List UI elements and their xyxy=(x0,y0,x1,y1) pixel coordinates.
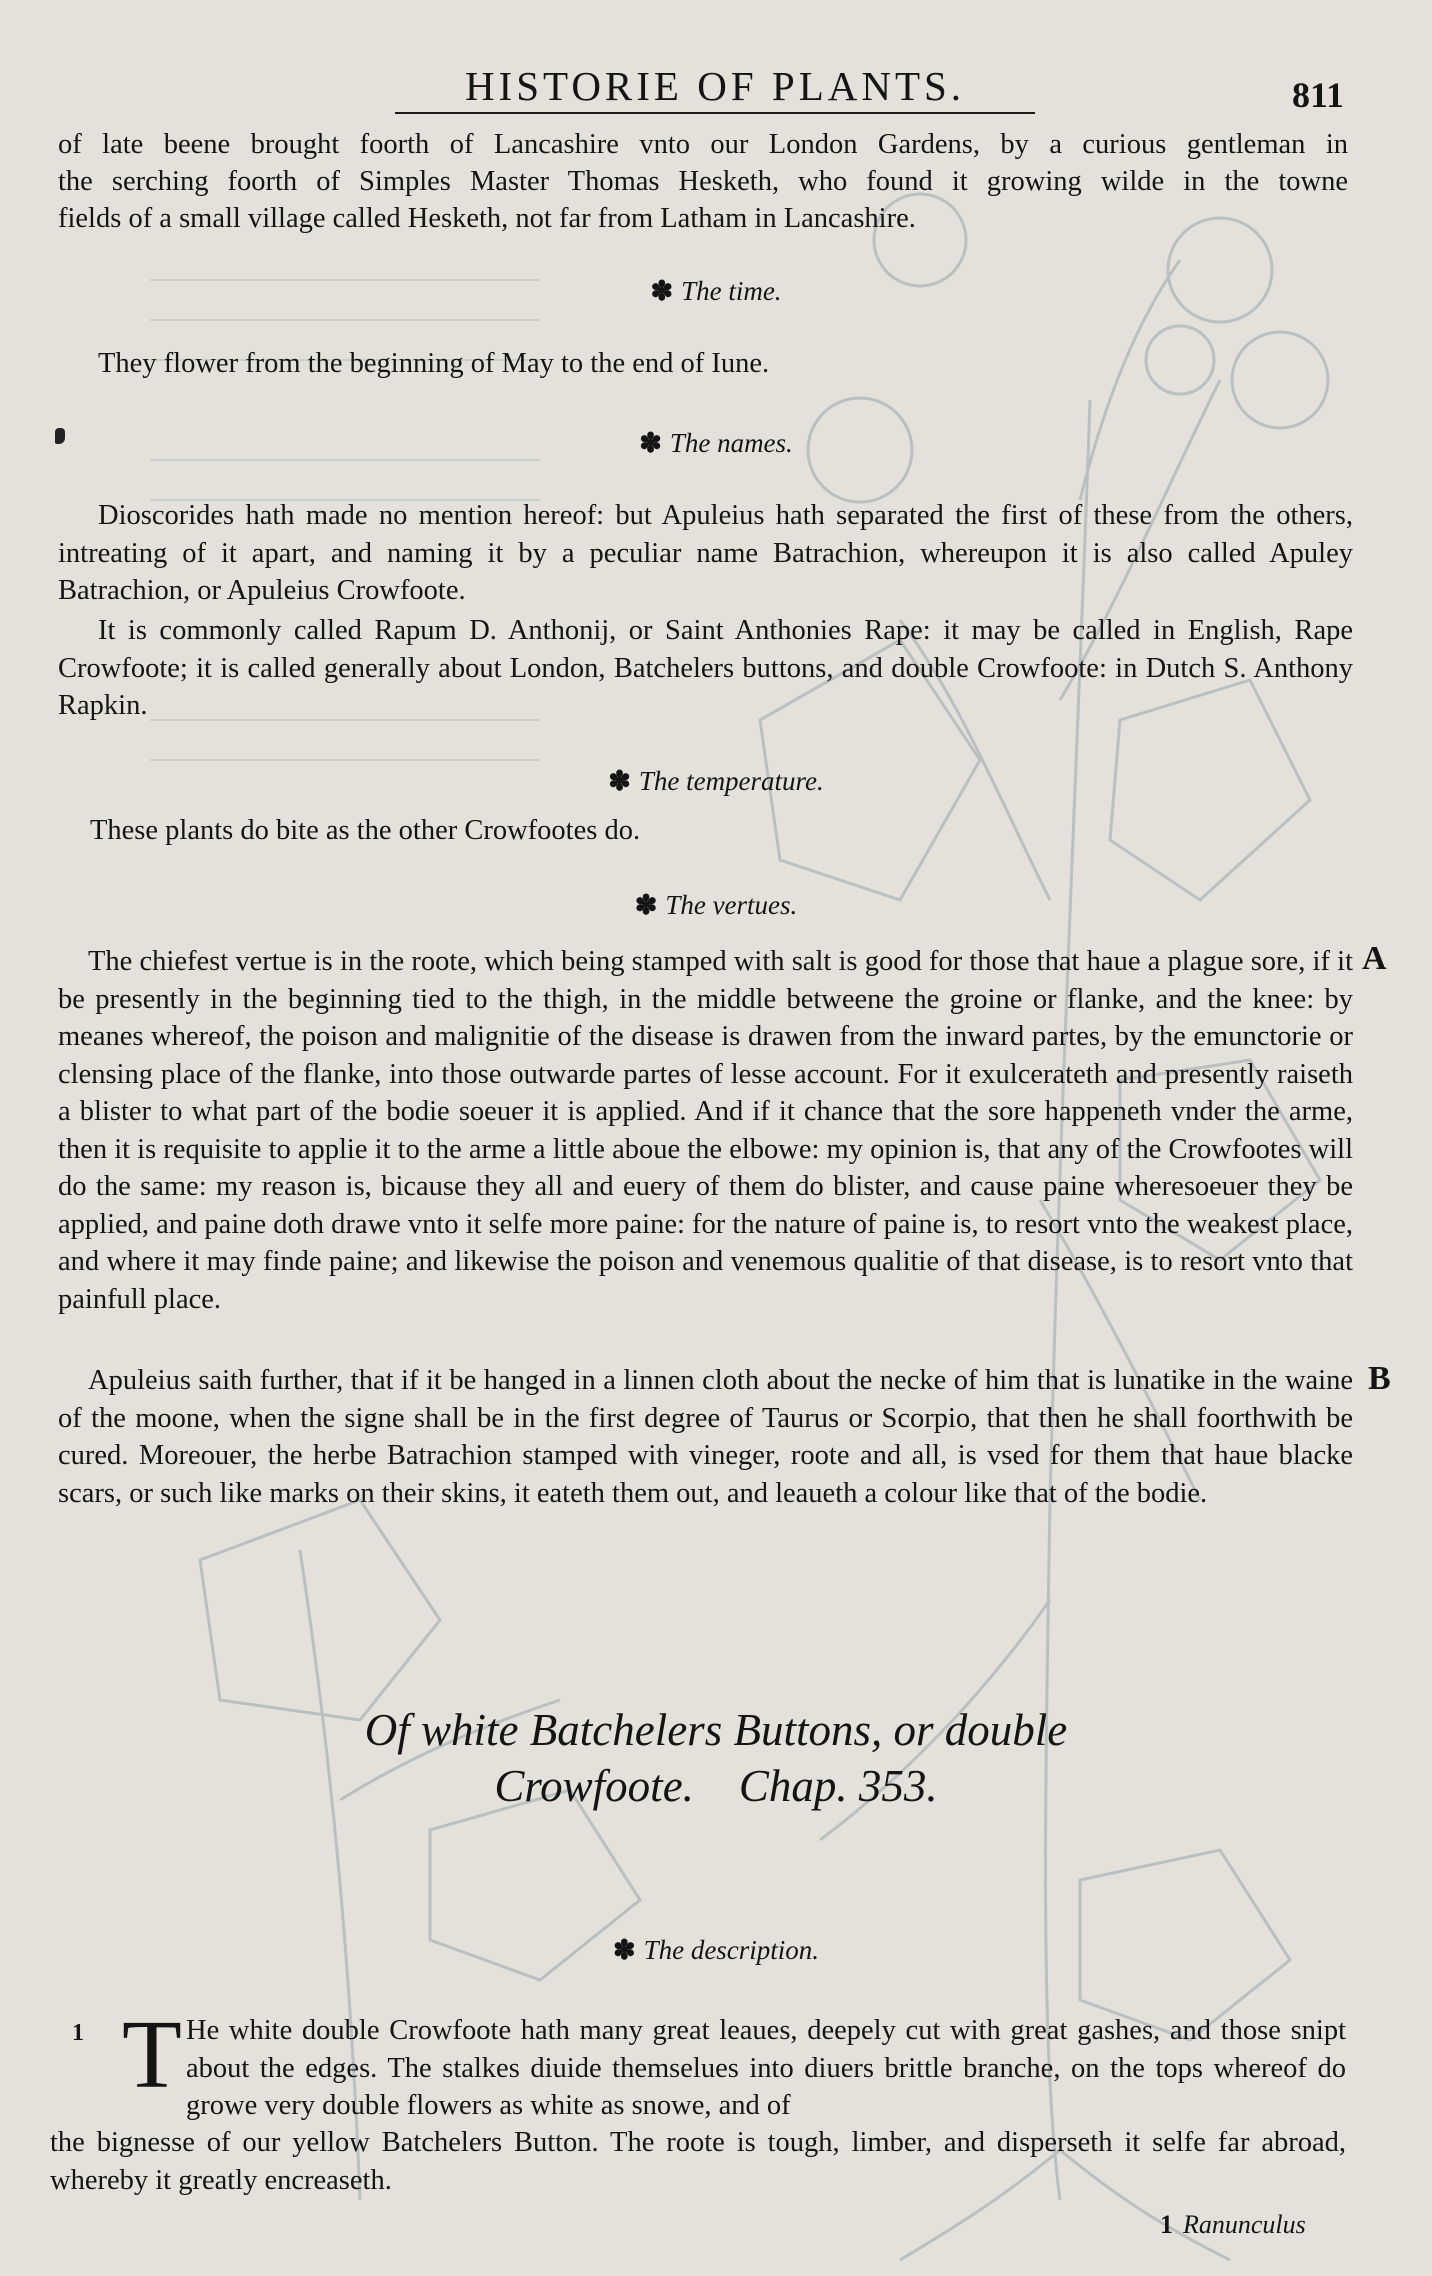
chapter-title-line-1: Of white Batchelers Buttons, or double xyxy=(364,1705,1068,1755)
description-text-head: He white double Crowfoote hath many great leaues, deepely cut with great gashes, and those snipt about the edges. The stalkes diuide themselues into diuers brittle branche, on the tops whereof do growe very double flowers as white as snowe, and of xyxy=(186,2015,1346,2121)
asterism-icon: ✽ xyxy=(608,766,631,796)
margin-marker-b: B xyxy=(1368,1360,1391,1397)
time-text: They flower from the beginning of May to the end of Iune. xyxy=(98,348,770,379)
paragraph-number: 1 xyxy=(72,2020,84,2046)
drop-capital: T xyxy=(122,2001,182,2109)
chapter-title-line-2: Crowfoote. Chap. 353. xyxy=(494,1761,938,1811)
names-paragraph-2: It is commonly called Rapum D. Anthonij, or Saint Anthonies Rape: it may be called in English, Rape Crowfoote; it is called generally about London, Batchelers buttons, and double Crowfoote: in Dutch S. Anthony Rapkin. xyxy=(58,615,1353,721)
vertues-paragraph-b: Apuleius saith further, that if it be hanged in a linnen cloth about the necke of him that is lunatike in the waine of the moone, when the signe shall be in the first degree of Taurus or Scorpio, that then he shall foorthwith be cured. Moreouer, the herbe Batrachion stamped with vineger, roote and all, is vsed for them that haue blacke scars, or such like marks on their skins, it eateth them out, and leaueth a colour like that of the bodie. xyxy=(58,1365,1353,1509)
asterism-icon: ✽ xyxy=(634,890,658,920)
chapter-title xyxy=(200,1702,1232,1814)
intro-line-2: the serching foorth of Simples Master Thomas Hesketh, who found it growing wilde in the towne xyxy=(58,166,1348,197)
asterism-icon: ✽ xyxy=(639,428,662,458)
heading-description: ✽ The description. xyxy=(612,1935,820,1965)
names-paragraph-1: Dioscorides hath made no mention hereof: but Apuleius hath separated the first of these from the others, intreating of it apart, and naming it by a peculiar name Batrachion, whereupon it is also called Apuley Batrachion, or Apuleius Crowfoote. xyxy=(58,500,1353,606)
description-text-tail: the bignesse of our yellow Batchelers Button. The roote is tough, limber, and disperseth it selfe far abroad, whereby it greatly encreaseth. xyxy=(50,2127,1346,2196)
intro-line-1: of late beene brought foorth of Lancashire vnto our London Gardens, by a curious gentleman in xyxy=(58,129,1348,160)
chapter-number: Chap. 353. xyxy=(738,1761,938,1811)
intro-line-3: fields of a small village called Hesketh, not far from Latham in Lancashire. xyxy=(58,203,916,234)
heading-names: ✽ The names. xyxy=(639,428,793,458)
page-number: 811 xyxy=(1291,75,1344,115)
running-title: HISTORIE OF PLANTS. xyxy=(395,62,1035,114)
heading-temperature: ✽ The temperature. xyxy=(608,766,824,796)
vertues-paragraph-a: The chiefest vertue is in the roote, which being stamped with salt is good for those that haue a plague sore, if it be presently in the beginning tied to the thigh, in the middle betweene the groine or flanke, and the knee: by meanes whereof, the poison and malignitie of the disease is drawen from the inward partes, by the emunctorie or clensing place of the flanke, into those outwarde partes of lesse account. For it exulcerateth and presently raiseth a blister to what part of the bodie soeuer it is applied. And if it chance that the sore happeneth vnder the arme, then it is requisite to applie it to the arme a little aboue the elbowe: my opinion is, that any of the Crowfootes will do the same: my reason is, bicause they all and euery of them do blister, and cause paine wheresoeuer they be applied, and paine doth drawe vnto it selfe more paine: for the nature of paine is, to resort vnto the weakest place, and where it may finde paine; and likewise the poison and venemous qualitie of that disease, is to resort vnto that painfull place. xyxy=(58,946,1353,1315)
header-rule xyxy=(395,112,1035,114)
heading-time: ✽ The time. xyxy=(650,276,782,306)
catchword: 1 Ranunculus xyxy=(1160,2210,1306,2239)
asterism-icon: ✽ xyxy=(650,276,674,306)
heading-vertues: ✽ The vertues. xyxy=(634,890,798,920)
asterism-icon: ✽ xyxy=(612,1935,636,1965)
temperature-text: These plants do bite as the other Crowfootes do. xyxy=(90,815,641,846)
margin-marker-a: A xyxy=(1362,940,1387,977)
